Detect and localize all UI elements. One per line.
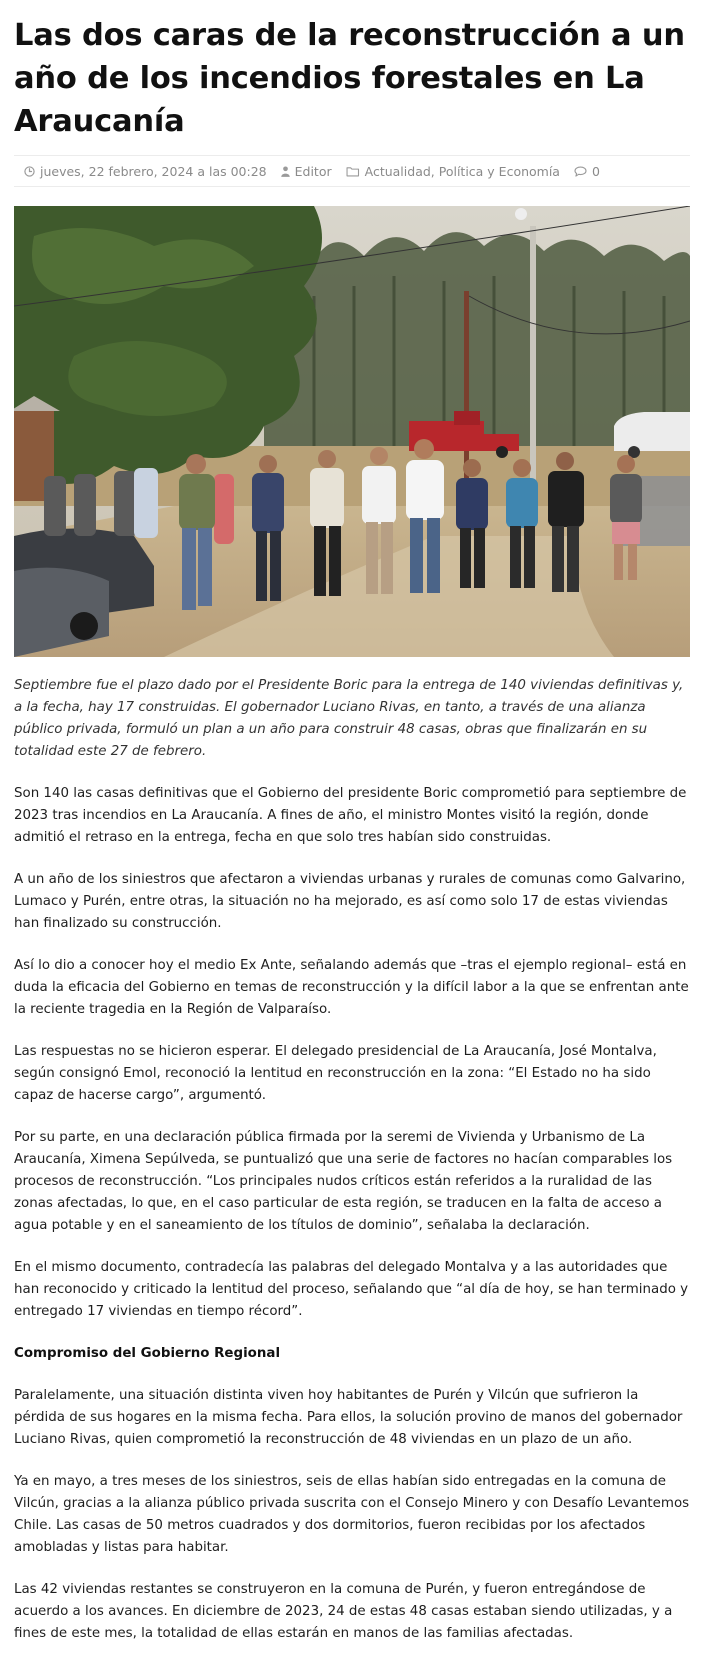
paragraph: Así lo dio a conocer hoy el medio Ex Ante, señalando además que –tras el ejemplo regional– está en duda la eficacia del Gobierno en temas de reconstrucción y la difícil labor a la que se enfrentan ante la reciente tragedia en la Región de Valparaíso. (14, 958, 689, 1017)
folder-icon (346, 166, 360, 177)
paragraph: Ya en mayo, a tres meses de los siniestros, seis de ellas habían sido entregadas en la comuna de Vilcún, gracias a la alianza público privada suscrita con el Consejo Minero y con Desafío Levantemos Chile. Las casas de 50 metros cuadrados y dos dormitorios, fueron recibidas por los afectados amobladas y listas para habitar. (14, 1474, 690, 1555)
paragraph: Por su parte, en una declaración pública firmada por la seremi de Vivienda y Urbanismo de La Araucanía, Ximena Sepúlveda, se puntualizó que una serie de factores no hacían comparables los procesos de reconstrucción. “Los principales nudos críticos están referidos a la ruralidad de las zonas afectadas, lo que, en el caso particular de esta región, se traducen en la falta de acceso a agua potable y en el saneamiento de los títulos de dominio”, señalaba la declaración. (14, 1130, 673, 1233)
image-caption: Septiembre fue el plazo dado por el Presidente Boric para la entrega de 140 viviendas definitivas y, a la fecha, hay 17 construidas. El gobernador Luciano Rivas, en tanto, a través de una alianza público privada, formuló un plan a un año para construir 48 casas, obras que finalizarán en su totalidad este 27 de febrero. (14, 678, 684, 759)
categories-link[interactable]: Actualidad, Política y Economía (364, 163, 560, 179)
paragraph: Las respuestas no se hicieron esperar. El delegado presidencial de La Araucanía, José Montalva, según consignó Emol, reconoció la lentitud en reconstrucción en la zona: “El Estado no ha sido capaz de hacerse cargo”, argumentó. (14, 1044, 657, 1103)
user-icon (281, 166, 290, 177)
hero-photo (14, 206, 690, 657)
comments-count[interactable]: 0 (591, 163, 600, 179)
section-heading: Compromiso del Gobierno Regional (14, 1346, 281, 1361)
paragraph: Paralelamente, una situación distinta viven hoy habitantes de Purén y Vilcún que sufrieron la pérdida de sus hogares en la misma fecha. Para ellos, la solución provino de manos del gobernador Luciano Rivas, quien comprometió la reconstrucción de 48 viviendas en un plazo de un año. (14, 1388, 683, 1447)
author-link[interactable]: Editor (294, 163, 332, 179)
meta-categories[interactable] (346, 164, 560, 179)
article (14, 14, 690, 1645)
paragraph: A un año de los siniestros que afectaron a viviendas urbanas y rurales de comunas como Galvarino, Lumaco y Purén, entre otras, la situación no ha mejorado, es así como solo 17 de estas viviendas han finalizado su construcción. (14, 872, 686, 931)
article-title: Las dos caras de la reconstrucción a un año de los incendios forestales en La Araucanía (14, 18, 685, 139)
meta-date (24, 164, 267, 179)
meta-date-text: jueves, 22 febrero, 2024 a las 00:28 (40, 163, 267, 179)
paragraph: Son 140 las casas definitivas que el Gobierno del presidente Boric comprometió para septiembre de 2023 tras incendios en La Araucanía. A fines de año, el ministro Montes visitó la región, donde admitió el retraso en la entrega, fecha en que solo tres habían sido construidas. (14, 786, 687, 845)
clock-icon (24, 166, 35, 177)
article-meta (14, 155, 690, 187)
meta-comments[interactable] (574, 164, 600, 179)
paragraph: En el mismo documento, contradecía las palabras del delegado Montalva y a las autoridades que han reconocido y criticado la lentitud del proceso, señalando que “al día de hoy, se han terminado y entregado 17 viviendas en tiempo récord”. (14, 1260, 689, 1319)
article-body (14, 783, 690, 1645)
comment-icon (574, 166, 587, 177)
meta-author[interactable] (281, 164, 332, 179)
paragraph: Las 42 viviendas restantes se construyeron en la comuna de Purén, y fueron entregándose de acuerdo a los avances. En diciembre de 2023, 24 de estas 48 casas estaban siendo utilizadas, y a fines de este mes, la totalidad de ellas estarán en manos de las familias afectadas. (14, 1582, 673, 1641)
